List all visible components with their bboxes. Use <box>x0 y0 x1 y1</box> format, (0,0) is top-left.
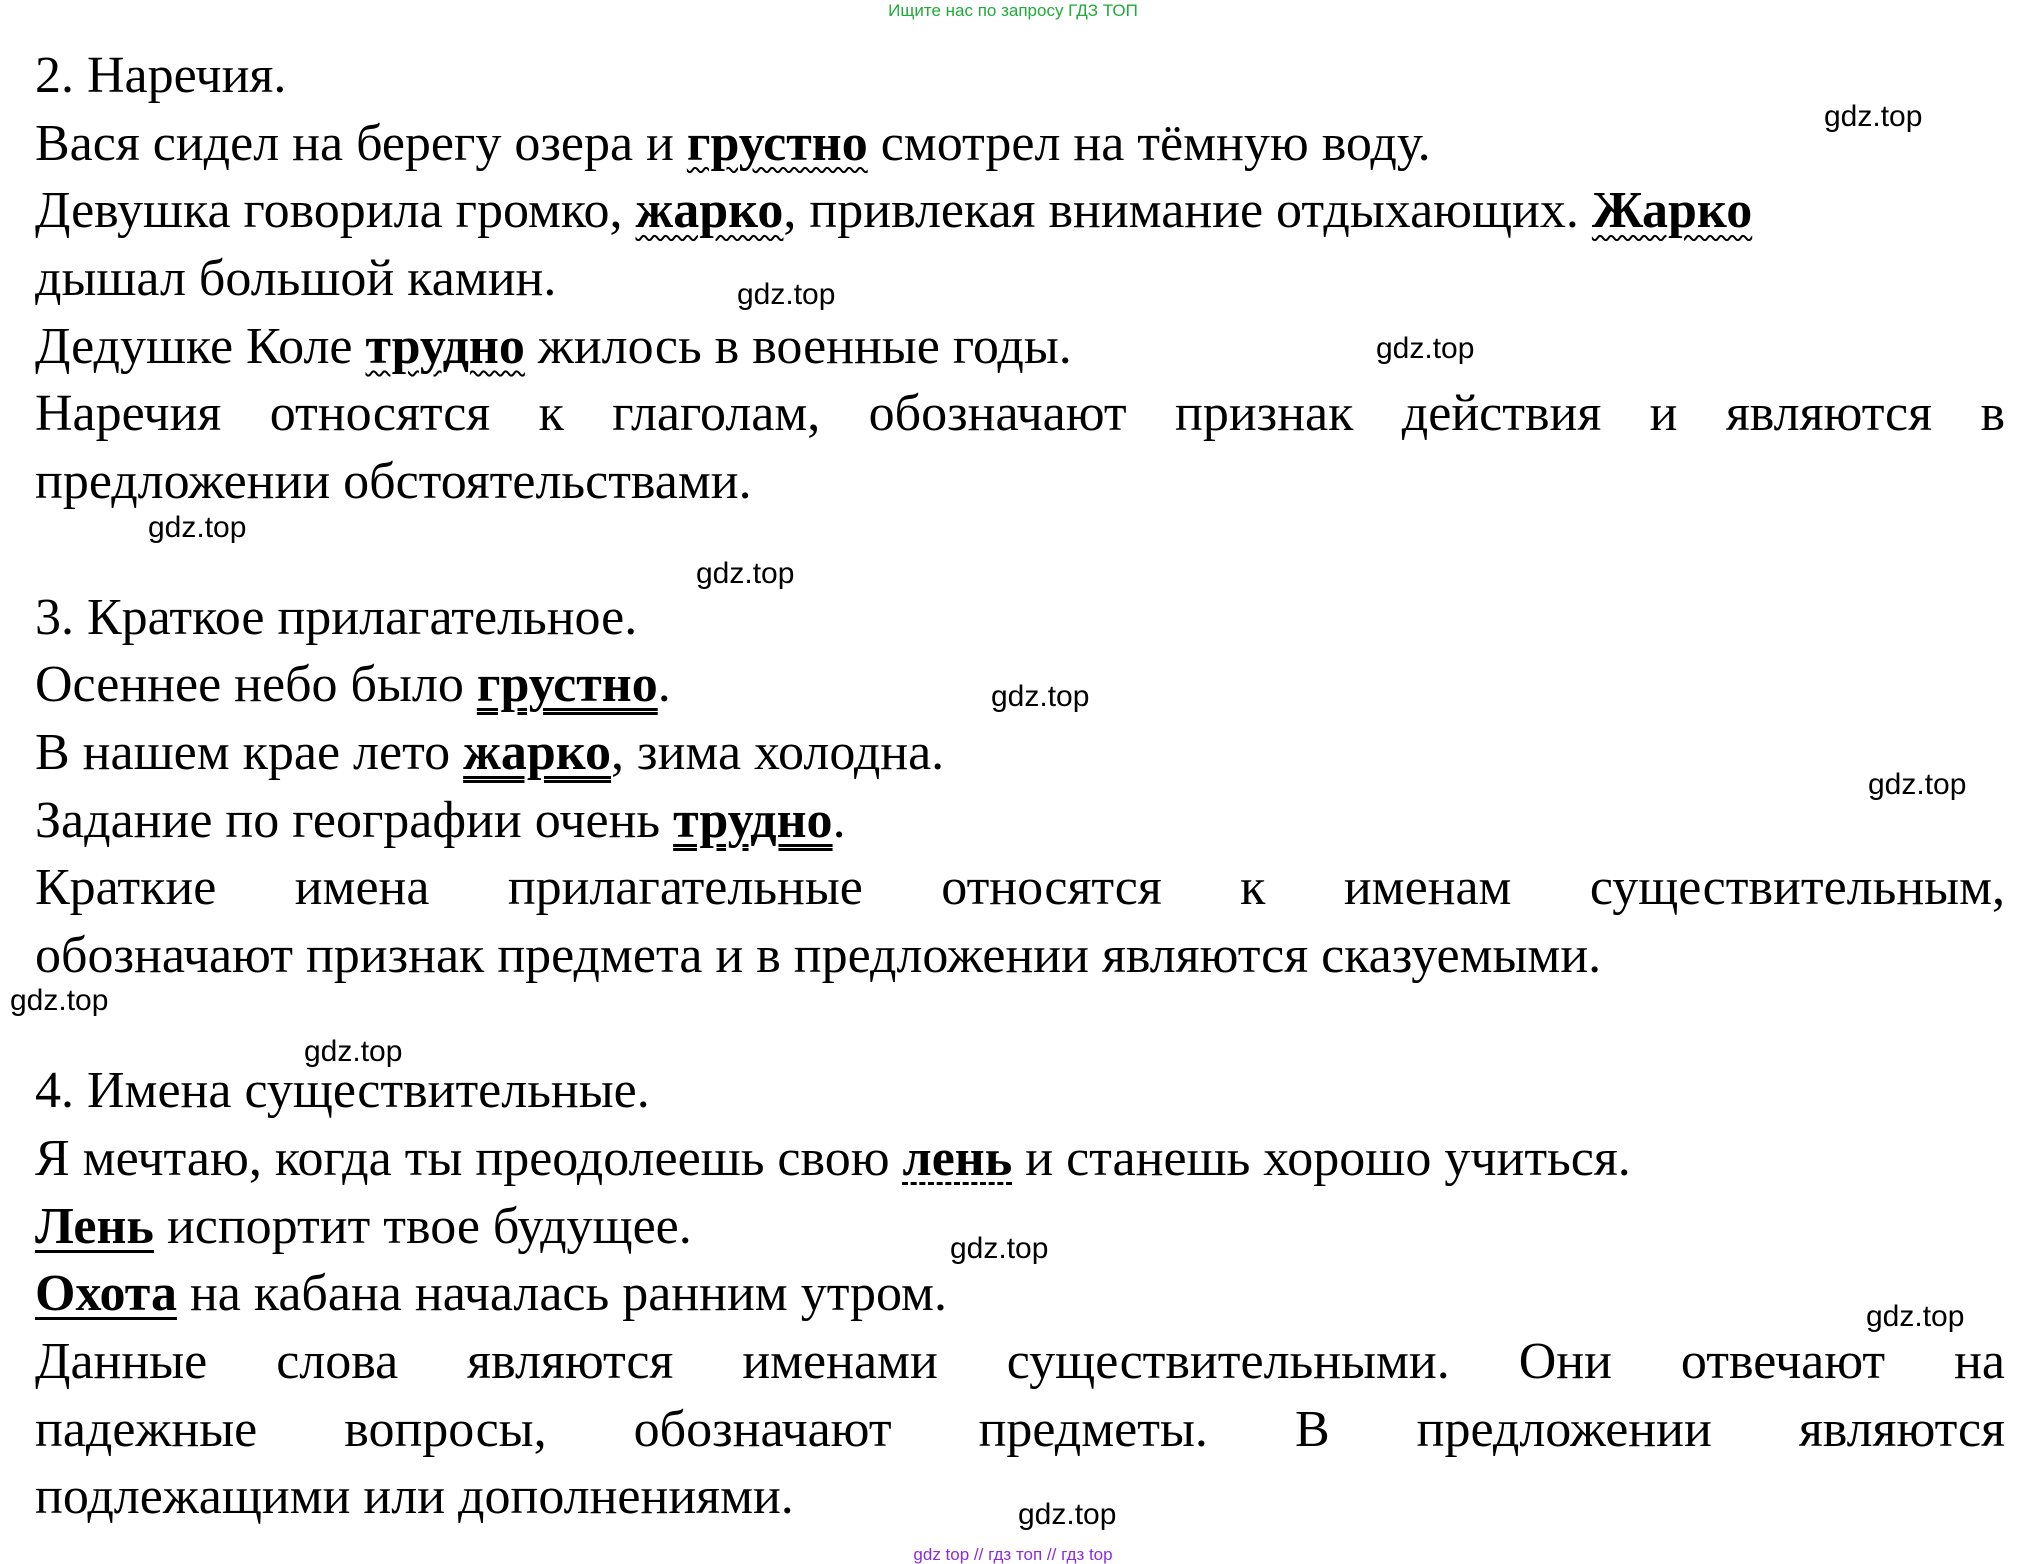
text: испортит твое будущее. <box>153 1197 692 1255</box>
text: , зима холодна. <box>611 723 945 781</box>
watermark: gdz.top <box>1868 768 1967 801</box>
section-2-conclusion-line-2: предложении обстоятельствами. <box>35 453 752 511</box>
keyword-adverb: трудно <box>365 317 525 375</box>
watermark: gdz.top <box>1376 332 1475 365</box>
watermark: gdz.top <box>737 278 836 311</box>
section-4-conclusion-line-3: подлежащими или дополнениями. <box>35 1468 794 1526</box>
keyword-short-adjective: трудно <box>673 791 833 849</box>
keyword-adverb: жарко <box>635 182 784 240</box>
section-2-conclusion-line-1: Наречия относятся к глаголам, обозначают признак действия и являются в <box>35 385 2005 443</box>
watermark: gdz.top <box>1824 100 1923 133</box>
section-2-heading: 2. Наречия. <box>35 47 287 104</box>
text: . <box>832 791 846 849</box>
section-4-heading: 4. Имена существительные. <box>35 1062 650 1120</box>
text: Дедушке Коле <box>35 317 366 375</box>
text: Осеннее небо было <box>35 656 477 714</box>
section-3-sentence-3 <box>35 787 2005 855</box>
section-3-sentence-2 <box>35 719 2005 787</box>
section-4-conclusion-line-1: Данные слова являются именами существительными. Они отвечают на <box>35 1333 2005 1391</box>
watermark: gdz.top <box>304 1035 403 1068</box>
answer-text <box>35 42 2005 1531</box>
text: жилось в военные годы. <box>524 317 1072 375</box>
watermark: gdz.top <box>696 557 795 590</box>
text: В нашем крае лето <box>35 723 464 781</box>
keyword-noun: Лень <box>35 1197 154 1255</box>
text: смотрел на тёмную воду. <box>867 114 1431 172</box>
text: на кабана началась ранним утром. <box>176 1265 947 1323</box>
section-2-sentence-2-continued: дышал большой камин. <box>35 250 557 308</box>
keyword-short-adjective: жарко <box>463 723 612 781</box>
top-banner: Ищите нас по запросу ГДЗ ТОП <box>888 1 1138 20</box>
watermark: gdz.top <box>991 680 1090 713</box>
spacer <box>35 516 2005 584</box>
watermark: gdz.top <box>1866 1300 1965 1333</box>
text: Задание по географии очень <box>35 791 674 849</box>
keyword-adverb: Жарко <box>1591 182 1753 240</box>
text: Я мечтаю, когда ты преодолеешь свою <box>35 1130 903 1187</box>
section-4-conclusion-line-2: падежные вопросы, обозначают предметы. В предложении являются <box>35 1400 2005 1458</box>
bottom-banner: gdz top // гдз топ // гдз top <box>913 1545 1113 1564</box>
section-3-conclusion-line-1: Краткие имена прилагательные относятся к именам существительным, <box>35 859 2005 917</box>
watermark: gdz.top <box>148 511 247 544</box>
text: . <box>657 656 671 714</box>
text: Девушка говорила громко, <box>35 182 636 240</box>
section-3-conclusion-line-2: обозначают признак предмета и в предложении являются сказуемыми. <box>35 926 1602 984</box>
section-2-sentence-3 <box>35 313 2005 381</box>
watermark: gdz.top <box>10 984 109 1017</box>
keyword-noun: Охота <box>35 1265 177 1323</box>
section-2-sentence-2 <box>35 177 2005 245</box>
watermark: gdz.top <box>950 1232 1049 1265</box>
keyword-adverb: грустно <box>686 114 868 172</box>
section-3-heading: 3. Краткое прилагательное. <box>35 588 638 646</box>
section-2-sentence-1 <box>35 110 2005 178</box>
text: , привлекая внимание отдыхающих. <box>783 182 1592 240</box>
section-4-sentence-1 <box>35 1125 2005 1193</box>
text: и станешь хорошо учиться. <box>1012 1130 1631 1187</box>
watermark: gdz.top <box>1018 1498 1117 1531</box>
section-4-sentence-3 <box>35 1260 2005 1328</box>
keyword-short-adjective: грустно <box>476 656 658 714</box>
keyword-noun: лень <box>902 1130 1013 1187</box>
text: Вася сидел на берегу озера и <box>35 114 687 172</box>
